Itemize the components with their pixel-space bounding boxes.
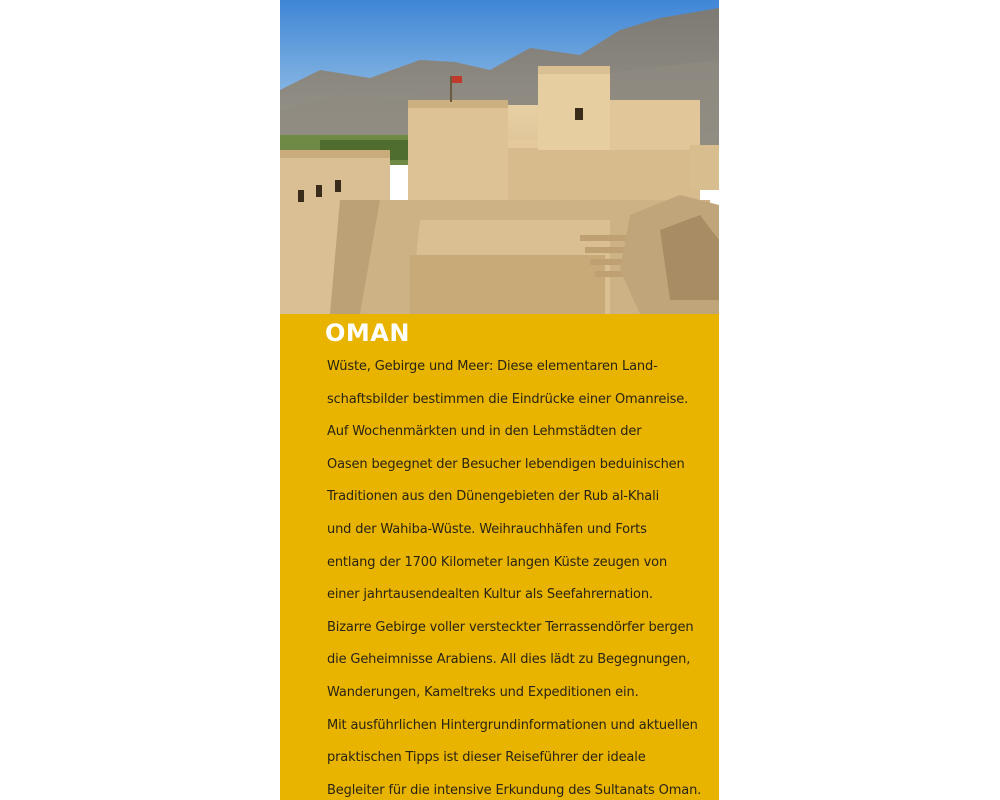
text-line: entlang der 1700 Kilometer langen Küste zeugen von <box>327 554 668 570</box>
text-line: Begleiter für die intensive Erkundung des Sultanats Oman. <box>327 782 702 798</box>
text-line: Wanderungen, Kameltreks und Expeditionen ein. <box>327 684 639 700</box>
text-line: Traditionen aus den Dünengebieten der Rub al-Khali <box>327 489 660 505</box>
text-line: einer jahrtausendealten Kultur als Seefahrernation. <box>327 587 653 603</box>
text-line: und der Wahiba-Wüste. Weihrauchhäfen und Forts <box>327 521 647 537</box>
fort-photo <box>280 0 719 314</box>
text-line: die Geheimnisse Arabiens. All dies lädt zu Begegnungen, <box>327 652 691 668</box>
description-panel <box>280 314 719 800</box>
text-line: Bizarre Gebirge voller versteckter Terrassendörfer bergen <box>327 619 694 635</box>
page-title: OMAN <box>325 319 410 347</box>
text-line: Wüste, Gebirge und Meer: Diese elementaren Land- <box>327 359 658 374</box>
text-line: praktischen Tipps ist dieser Reiseführer der ideale <box>327 750 646 766</box>
back-cover <box>280 0 719 800</box>
text-line: Oasen begegnet der Besucher lebendigen beduinischen <box>327 456 685 472</box>
text-line: Auf Wochenmärkten und in den Lehmstädten der <box>327 424 642 440</box>
text-line: Mit ausführlichen Hintergrundinformationen und aktuellen <box>327 717 698 733</box>
description-text <box>327 355 719 800</box>
text-line: schaftsbilder bestimmen die Eindrücke einer Omanreise. <box>327 391 689 407</box>
